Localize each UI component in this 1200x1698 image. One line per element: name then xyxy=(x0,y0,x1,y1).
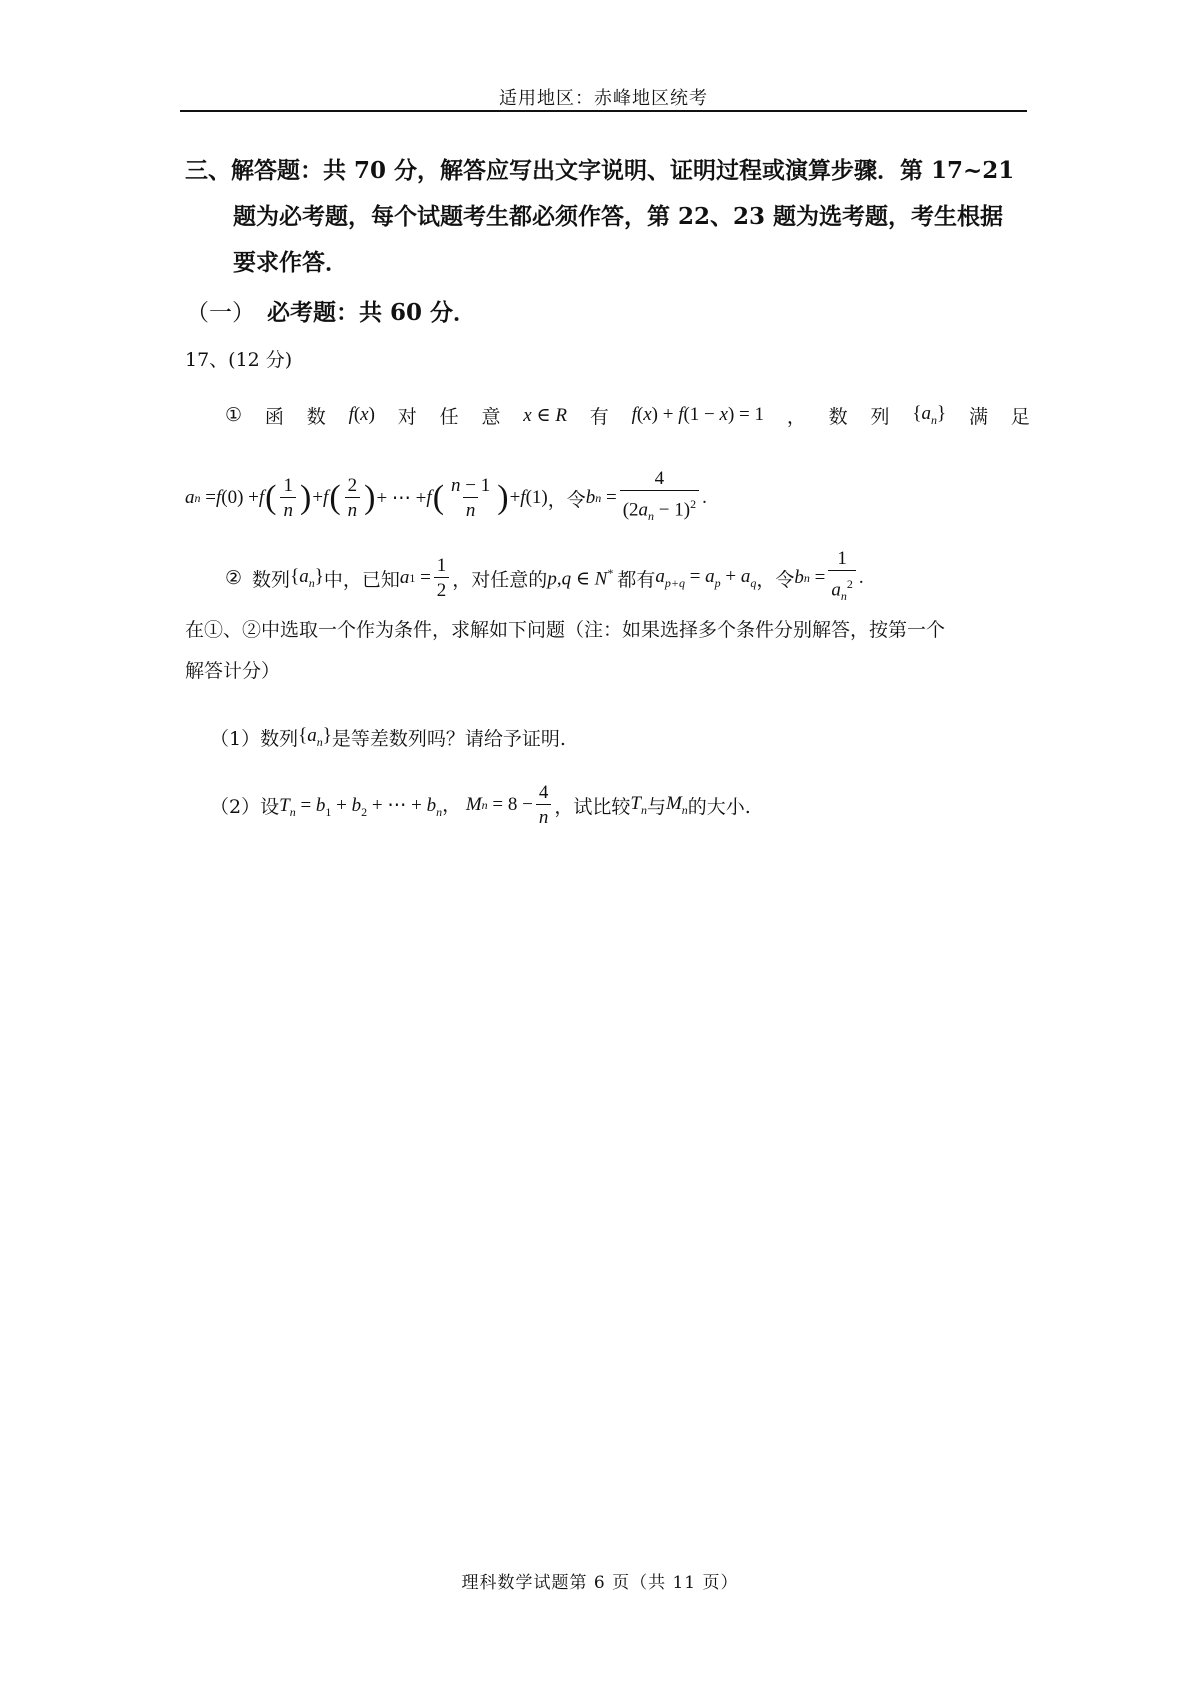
formula-sequence-an: $\{a_n\}$ xyxy=(912,402,947,427)
comma: ， xyxy=(786,406,806,428)
formula-bn-def-2: b n = $\frac{1}{a_n^2}$ . xyxy=(794,548,863,607)
word: 数 xyxy=(828,405,848,428)
instruction-line-2: 解答计分） xyxy=(185,660,281,682)
part-2-label: （2） xyxy=(210,795,261,818)
text: 中，已知 xyxy=(323,568,400,591)
formula-bn-def-1: b n = $\frac{4}{(2a_n - 1)^2}$ . xyxy=(586,468,707,527)
formula-sequence-an: $\{a_n\}$ xyxy=(290,565,324,590)
text: ，对任意的 xyxy=(452,568,548,591)
text: 都有 xyxy=(617,568,656,591)
condition-1-line-1 xyxy=(185,398,1030,432)
text: 数列 xyxy=(260,727,299,750)
formula-an-sum: a n = f (0) + f ( $\frac{1}{n}$ ) + f ( $\frac{2}{n}$ ) + ⋯ + f ( $\frac{n - 1}{n}$ ) + f (1) xyxy=(185,474,548,521)
word: 满 xyxy=(968,405,988,428)
text: ，令 xyxy=(756,568,795,591)
question-number: 17、(12 分) xyxy=(185,349,293,371)
text: 与 xyxy=(646,795,666,818)
text: 是等差数列吗？请给予证明. xyxy=(331,727,566,750)
subsection-heading xyxy=(186,294,476,327)
section-heading-line-3: 要求作答． xyxy=(233,249,348,276)
text: 数列 xyxy=(252,568,291,591)
word: 有 xyxy=(589,405,609,428)
page-header: 适用地区：赤峰地区统考 xyxy=(499,88,708,109)
formula-x-in-r: x ∈ R xyxy=(523,404,567,426)
subsection-text: 必考题：共 60 分． xyxy=(267,299,477,326)
word: 足 xyxy=(1010,405,1030,428)
text: 设 xyxy=(260,795,280,818)
formula-tn-sum: $T_n = b_1 + b_2$ + ⋯ + $b_n$， xyxy=(279,795,466,819)
word: 数 xyxy=(306,405,326,428)
part-2 xyxy=(210,770,751,840)
part-1-label: （1） xyxy=(210,727,261,750)
formula-mn: $M_n$ xyxy=(665,792,688,817)
condition-2-line xyxy=(225,543,864,613)
part-1 xyxy=(210,720,566,754)
formula-f-x: f(x) xyxy=(348,404,375,425)
section-heading xyxy=(185,148,1030,286)
condition-2-marker: ② xyxy=(225,567,243,589)
header-divider xyxy=(180,110,1027,112)
text: 试比较 xyxy=(573,795,631,818)
word: 对 xyxy=(397,405,417,428)
instruction-paragraph xyxy=(185,610,1030,692)
text: 的大小. xyxy=(687,795,751,818)
formula-mn-def: M n = 8 − $\frac{4}{n}$ ， xyxy=(465,781,574,828)
formula-sequence-an: $\{a_n\}$ xyxy=(298,724,332,749)
subsection-tag: （一） xyxy=(186,300,255,326)
connector-ling: ，令 xyxy=(547,488,586,511)
condition-1-marker: ① xyxy=(225,404,243,426)
formula-tn: $T_n$ xyxy=(630,792,647,817)
word: 函 xyxy=(264,405,284,428)
page-footer: 理科数学试题第 6 页（共 11 页） xyxy=(461,1573,739,1593)
word: 任 xyxy=(439,405,459,428)
word: 列 xyxy=(870,405,890,428)
word: 意 xyxy=(481,405,501,428)
instruction-line-1: 在①、②中选取一个作为条件，求解如下问题（注：如果选择多个条件分别解答，按第一个 xyxy=(185,619,946,641)
section-heading-line-1: 三、解答题：共 70 分，解答应写出文字说明、证明过程或演算步骤．第 17~21 xyxy=(185,157,1015,184)
formula-additive: $a_{p+q} = a_p + a_q$ xyxy=(655,565,757,590)
formula-pq-in-n: p,q ∈ N* xyxy=(547,565,614,590)
formula-a1-half: a 1 = $\frac{1}{2}$ xyxy=(400,555,452,602)
formula-functional-equation: f(x) + f(1 − x) = 1 xyxy=(631,404,764,425)
section-heading-line-2: 题为必考题，每个试题考生都必须作答，第 22、23 题为选考题，考生根据 xyxy=(233,203,1004,230)
condition-1-line-2 xyxy=(185,463,707,533)
